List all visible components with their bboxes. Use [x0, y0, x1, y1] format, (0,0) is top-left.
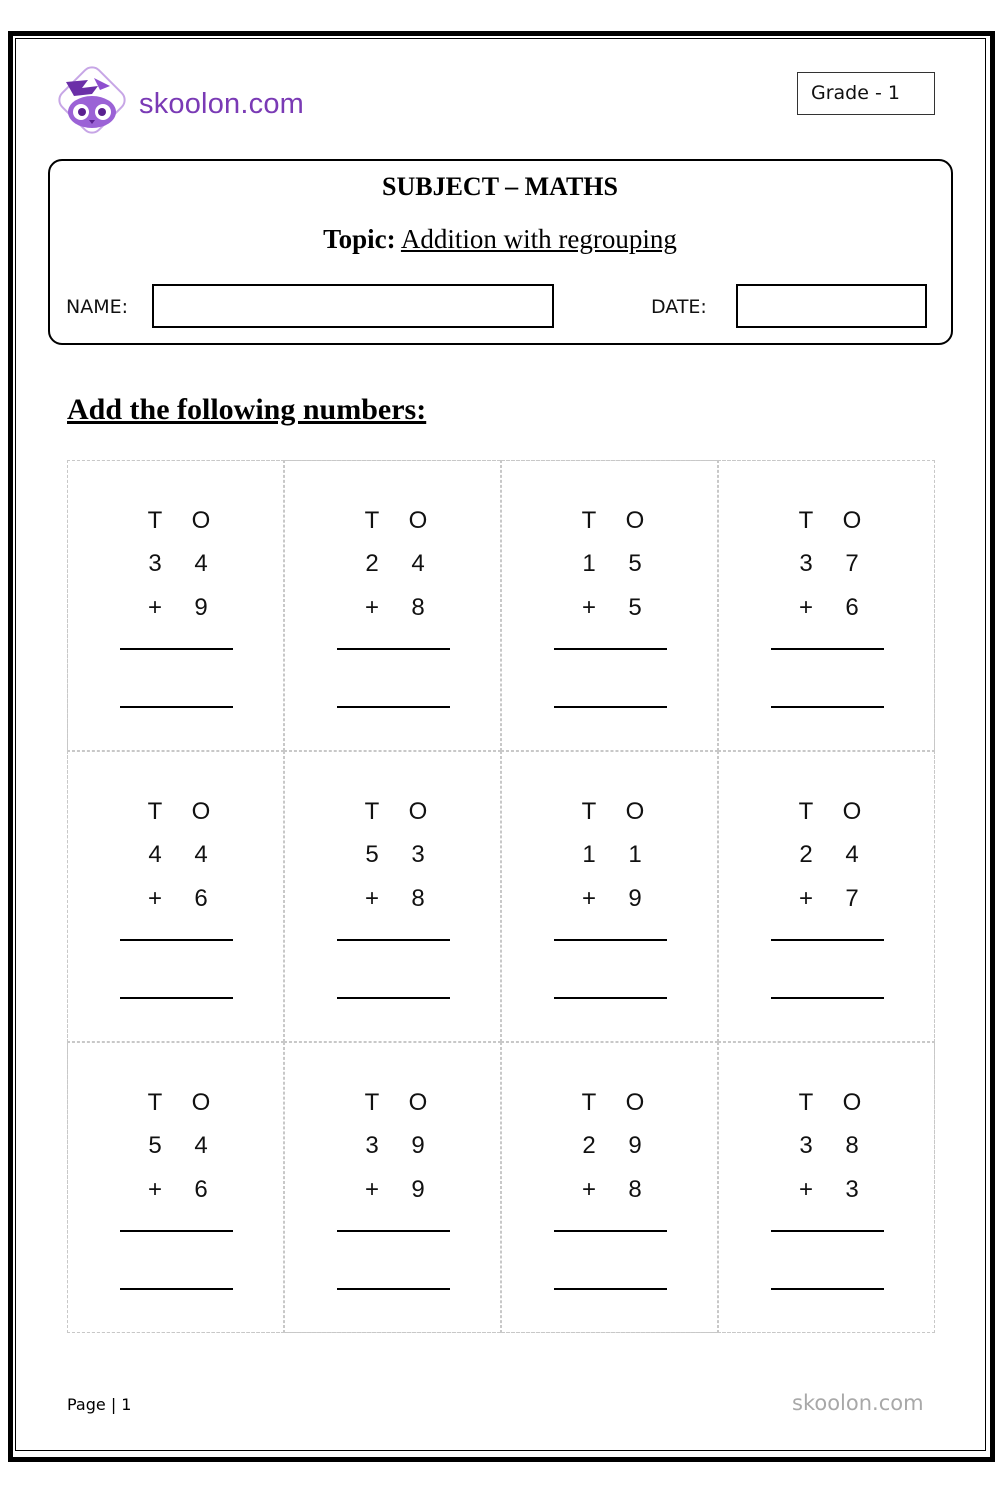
tens-digit: 1: [582, 841, 596, 868]
date-field[interactable]: [736, 284, 927, 328]
sum-rule-line: [337, 939, 450, 941]
answer-line[interactable]: [771, 997, 884, 999]
answer-line[interactable]: [771, 706, 884, 708]
ones-header: O: [842, 798, 862, 825]
plus-sign: +: [364, 885, 379, 912]
sum-rule-line: [554, 648, 667, 650]
tens-header: T: [581, 1089, 597, 1116]
tens-header: T: [364, 798, 380, 825]
tens-header: T: [147, 507, 163, 534]
problem-cell: [501, 751, 718, 1042]
tens-digit: 5: [365, 841, 379, 868]
ones-header: O: [625, 1089, 645, 1116]
problem-cell: [501, 1042, 718, 1333]
ones-digit: 7: [845, 550, 859, 577]
page-number: Page | 1: [67, 1395, 132, 1414]
answer-line[interactable]: [554, 997, 667, 999]
grade-badge: Grade - 1: [797, 72, 935, 115]
tens-header: T: [364, 1089, 380, 1116]
plus-sign: +: [581, 885, 596, 912]
addend-digit: 8: [628, 1176, 642, 1203]
addend-digit: 3: [845, 1176, 859, 1203]
answer-line[interactable]: [337, 706, 450, 708]
answer-line[interactable]: [337, 997, 450, 999]
ones-header: O: [408, 507, 428, 534]
answer-line[interactable]: [771, 1288, 884, 1290]
ones-header: O: [625, 798, 645, 825]
tens-header: T: [364, 507, 380, 534]
brand-name: skoolon.com: [139, 88, 304, 120]
addend-digit: 6: [194, 1176, 208, 1203]
ones-digit: 3: [411, 841, 425, 868]
sum-rule-line: [554, 939, 667, 941]
answer-line[interactable]: [337, 1288, 450, 1290]
date-label: DATE:: [651, 296, 707, 318]
addend-digit: 7: [845, 885, 859, 912]
sum-rule-line: [554, 1230, 667, 1232]
tens-header: T: [581, 798, 597, 825]
tens-digit: 2: [582, 1132, 596, 1159]
addend-digit: 5: [628, 594, 642, 621]
problem-cell: [501, 460, 718, 751]
tens-header: T: [147, 798, 163, 825]
ones-digit: 1: [628, 841, 642, 868]
problem-grid: [67, 460, 935, 1333]
addend-digit: 9: [194, 594, 208, 621]
ones-digit: 9: [411, 1132, 425, 1159]
topic-label: Topic:: [323, 224, 396, 254]
ones-digit: 4: [194, 550, 208, 577]
plus-sign: +: [798, 1176, 813, 1203]
sum-rule-line: [120, 648, 233, 650]
tens-header: T: [147, 1089, 163, 1116]
sum-rule-line: [771, 648, 884, 650]
ones-header: O: [191, 1089, 211, 1116]
plus-sign: +: [147, 1176, 162, 1203]
ones-digit: 9: [628, 1132, 642, 1159]
ones-digit: 4: [194, 841, 208, 868]
answer-line[interactable]: [120, 706, 233, 708]
sum-rule-line: [337, 648, 450, 650]
name-field[interactable]: [152, 284, 554, 328]
sum-rule-line: [337, 1230, 450, 1232]
problem-cell: [67, 1042, 284, 1333]
tens-digit: 4: [148, 841, 162, 868]
tens-digit: 3: [365, 1132, 379, 1159]
sum-rule-line: [120, 939, 233, 941]
problem-cell: [718, 460, 935, 751]
skoolon-owl-logo-icon: [52, 60, 132, 140]
tens-digit: 2: [799, 841, 813, 868]
ones-header: O: [842, 507, 862, 534]
addend-digit: 6: [194, 885, 208, 912]
tens-digit: 3: [148, 550, 162, 577]
answer-line[interactable]: [120, 1288, 233, 1290]
plus-sign: +: [798, 885, 813, 912]
subject-title: SUBJECT – MATHS: [382, 172, 618, 201]
sum-rule-line: [120, 1230, 233, 1232]
problem-cell: [718, 1042, 935, 1333]
tens-digit: 3: [799, 550, 813, 577]
plus-sign: +: [364, 1176, 379, 1203]
instruction-heading: Add the following numbers:: [67, 393, 427, 426]
ones-header: O: [408, 798, 428, 825]
answer-line[interactable]: [554, 1288, 667, 1290]
problem-cell: [284, 751, 501, 1042]
ones-header: O: [625, 507, 645, 534]
ones-digit: 5: [628, 550, 642, 577]
plus-sign: +: [581, 594, 596, 621]
ones-header: O: [191, 798, 211, 825]
tens-header: T: [798, 507, 814, 534]
tens-digit: 1: [582, 550, 596, 577]
topic-value: Addition with regrouping: [400, 224, 677, 254]
problem-cell: [284, 460, 501, 751]
sum-rule-line: [771, 1230, 884, 1232]
problem-cell: [718, 751, 935, 1042]
addend-digit: 9: [628, 885, 642, 912]
topic-line: [0, 224, 1000, 255]
addend-digit: 8: [411, 594, 425, 621]
tens-header: T: [581, 507, 597, 534]
plus-sign: +: [798, 594, 813, 621]
plus-sign: +: [581, 1176, 596, 1203]
ones-digit: 4: [411, 550, 425, 577]
ones-header: O: [842, 1089, 862, 1116]
footer-site: skoolon.com: [792, 1391, 924, 1415]
answer-line[interactable]: [554, 706, 667, 708]
plus-sign: +: [147, 594, 162, 621]
problem-cell: [67, 460, 284, 751]
sum-rule-line: [771, 939, 884, 941]
tens-header: T: [798, 1089, 814, 1116]
name-label: NAME:: [66, 296, 129, 318]
tens-digit: 2: [365, 550, 379, 577]
ones-digit: 4: [194, 1132, 208, 1159]
tens-digit: 3: [799, 1132, 813, 1159]
tens-header: T: [798, 798, 814, 825]
plus-sign: +: [147, 885, 162, 912]
ones-header: O: [408, 1089, 428, 1116]
addend-digit: 8: [411, 885, 425, 912]
problem-cell: [67, 751, 284, 1042]
addend-digit: 6: [845, 594, 859, 621]
answer-line[interactable]: [120, 997, 233, 999]
ones-header: O: [191, 507, 211, 534]
ones-digit: 8: [845, 1132, 859, 1159]
plus-sign: +: [364, 594, 379, 621]
addend-digit: 9: [411, 1176, 425, 1203]
ones-digit: 4: [845, 841, 859, 868]
tens-digit: 5: [148, 1132, 162, 1159]
problem-cell: [284, 1042, 501, 1333]
